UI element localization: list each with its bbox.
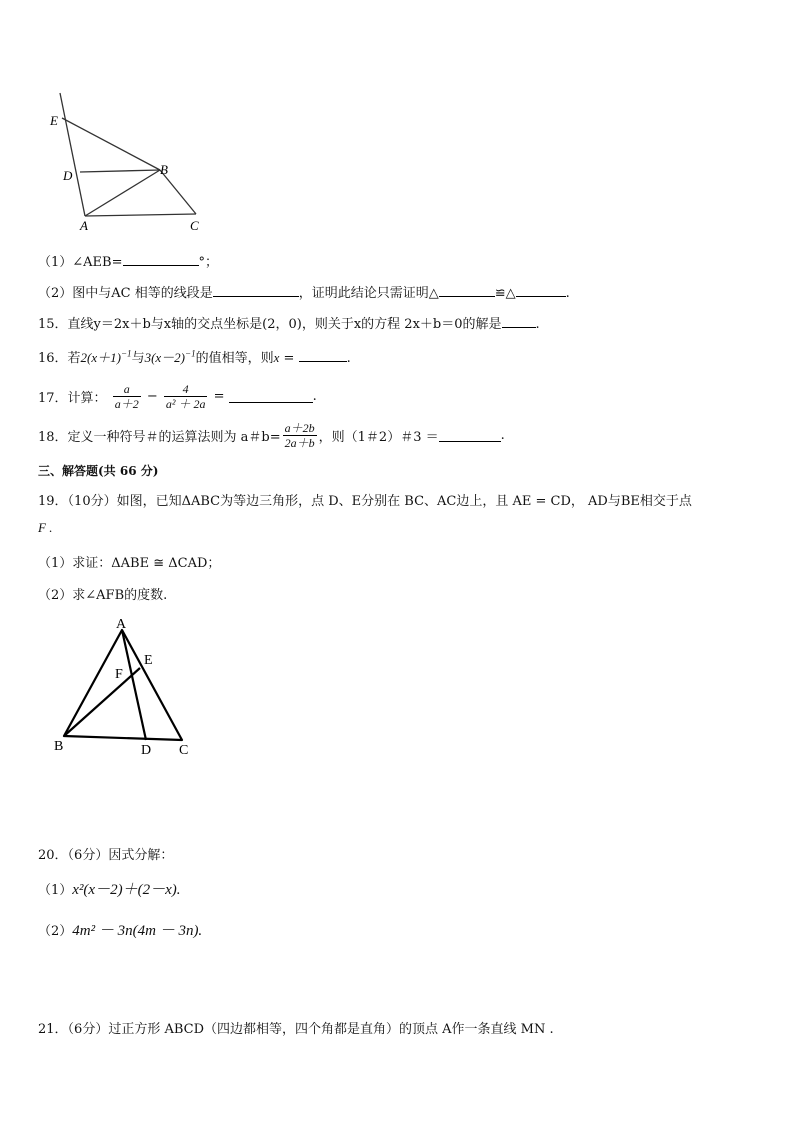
answer-blank[interactable] [213, 284, 299, 297]
q15-text: 15．直线y＝2x＋b与x轴的交点坐标是(2，0)，则关于x的方程 2x＋b＝0的解是 [38, 317, 502, 332]
q16-exp1: −1 [120, 348, 132, 359]
q18-end: . [500, 428, 505, 443]
fig1-label-c: C [190, 218, 199, 233]
answer-blank[interactable] [439, 284, 495, 297]
q14-p2-end: . [565, 286, 570, 301]
q17-fraction-2 [164, 382, 208, 411]
q19-part2: （2）求∠AFB的度数. [38, 588, 168, 603]
fig2-label-f: F [115, 667, 123, 682]
q14-part1 [38, 251, 218, 270]
q14-p2-mid: ，证明此结论只需证明△ [298, 286, 439, 301]
question-15 [38, 313, 540, 332]
q20-p1-expression: x²(x－2)＋(2－x). [72, 882, 181, 898]
question-17 [38, 382, 317, 411]
fig2-label-c: C [179, 743, 189, 758]
q20-p2-label: （2） [38, 924, 73, 939]
q19-part1: （1）求证：ΔABE ≅ ΔCAD； [38, 556, 221, 571]
question-18 [38, 421, 505, 450]
q18-denominator: 2a＋b [284, 436, 315, 450]
answer-blank[interactable] [229, 390, 313, 403]
fig2-label-b: B [54, 739, 64, 754]
q16-eq: = [279, 351, 299, 366]
figure-triangle-aebc [40, 88, 220, 238]
q18-mid: ，则（1＃2）＃3 ＝ [318, 430, 439, 445]
fig1-label-a: A [80, 218, 88, 233]
q16-var: x [273, 350, 280, 365]
q14-p2-cong: ≌△ [494, 286, 516, 301]
answer-blank[interactable] [502, 315, 536, 328]
q17-label: 17．计算： [38, 391, 107, 406]
fig2-label-e: E [144, 653, 153, 668]
q17-f2-denominator: a² ＋ 2a [165, 397, 206, 411]
q17-f1-denominator: a＋2 [114, 397, 139, 411]
fig2-label-d: D [141, 743, 152, 758]
q20-p2-expression: 4m² － 3n(4m － 3n). [72, 923, 203, 939]
q14-part2 [38, 282, 570, 301]
answer-blank[interactable] [439, 429, 501, 442]
q18-fraction [283, 421, 317, 450]
q17-minus: − [142, 389, 162, 404]
q14-p1-prefix: （1）∠AEB= [38, 255, 123, 270]
q17-f1-numerator: a [113, 382, 141, 397]
q17-eq: = [209, 389, 229, 404]
q16-text-a: 16．若 [38, 351, 81, 366]
q20-part2 [38, 919, 202, 940]
q14-p2-prefix: （2）图中与AC 相等的线段是 [38, 286, 213, 301]
q16-expr2: 3(x－2) [144, 350, 186, 365]
answer-blank[interactable] [123, 253, 199, 266]
question-21: 21．（6分）过正方形 ABCD（四边都相等，四个角都是直角）的顶点 A作一条直线 MN . [38, 1022, 554, 1037]
section-title: 三、解答题(共 66 分) [38, 464, 159, 478]
fig2-label-a: A [116, 617, 127, 632]
q18-text: 18．定义一种符号＃的运算法则为 a＃b= [38, 430, 281, 445]
q16-exp2: −1 [185, 348, 196, 359]
fig1-label-b: B [160, 162, 168, 177]
q18-numerator: a＋2b [284, 421, 315, 435]
answer-blank[interactable] [299, 349, 347, 362]
q16-expr1: 2(x＋1) [80, 350, 121, 365]
q17-f2-numerator: 4 [164, 382, 208, 397]
question-16 [38, 347, 351, 366]
q20-p1-label: （1） [38, 883, 73, 898]
q16-text-b: 的值相等，则 [195, 351, 274, 366]
q17-end: . [312, 389, 317, 404]
q19-line1: 19．（10分）如图，已知ΔABC为等边三角形，点 D、E分别在 BC、AC边上，且 AE = CD， AD与BE相交于点 [38, 494, 692, 509]
q14-p1-suffix: °； [198, 255, 219, 270]
figure-equilateral-triangle [48, 612, 208, 762]
q16-mid: 与 [131, 351, 145, 366]
q20-part1 [38, 878, 180, 899]
q16-end: . [346, 351, 351, 366]
q15-end: . [535, 317, 540, 332]
q20-title: 20．（6分）因式分解： [38, 848, 174, 863]
answer-blank[interactable] [516, 284, 566, 297]
fig1-label-e: E [50, 113, 58, 128]
q17-fraction-1 [113, 382, 141, 411]
fig1-label-d: D [63, 168, 73, 183]
q19-line2: F . [38, 520, 53, 535]
